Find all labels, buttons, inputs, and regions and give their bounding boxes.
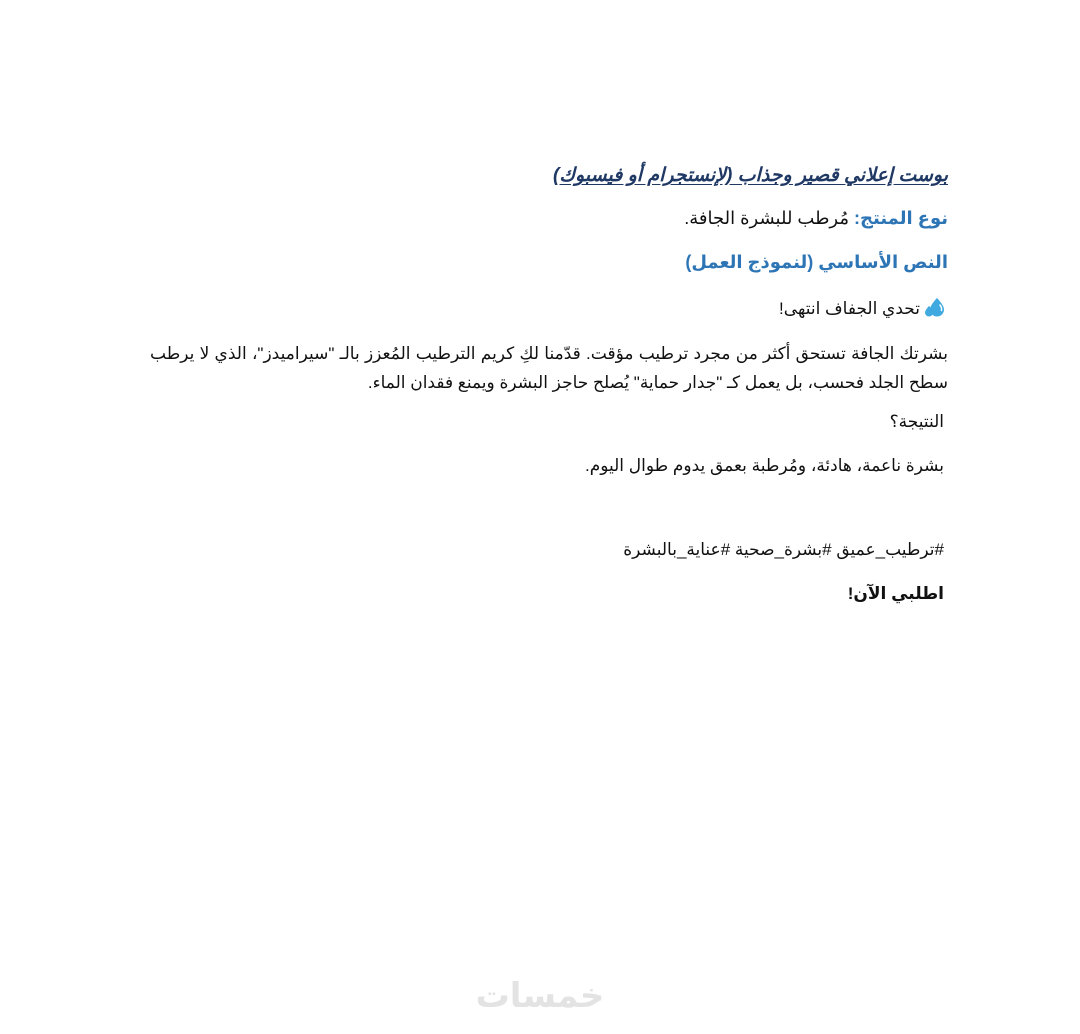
water-drops-icon [924,297,946,317]
result-answer: بشرة ناعمة، هادئة، ومُرطبة بعمق يدوم طوال اليوم. [584,456,944,475]
intro-line [779,297,946,319]
hashtags-line: #ترطيب_عميق #بشرة_صحية #عناية_بالبشرة [623,540,944,559]
post-headline: بوست إعلاني قصير وجذاب (لإنستجرام أو فيسبوك) [553,165,948,186]
product-type-line [684,208,948,229]
body-paragraph: بشرتك الجافة تستحق أكثر من مجرد ترطيب مؤقت. قدّمنا لكِ كريم الترطيب المُعزز بالـ "سيراميدز"، الذي لا يرطب سطح الجلد فحسب، بل يعمل كـ "جدار حماية" يُصلح حاجز البشرة ويمنع فقدان الماء. [150,344,948,392]
khamsat-watermark: خمسات [475,977,605,1015]
result-question: النتيجة؟ [889,412,944,431]
product-type-label: نوع المنتج: [854,208,948,228]
call-to-action: اطلبي الآن! [847,584,944,603]
product-type-value: مُرطب للبشرة الجافة. [684,208,854,228]
intro-text: تحدي الجفاف انتهى! [779,299,920,318]
main-text-subheading: النص الأساسي (لنموذج العمل) [685,252,948,272]
